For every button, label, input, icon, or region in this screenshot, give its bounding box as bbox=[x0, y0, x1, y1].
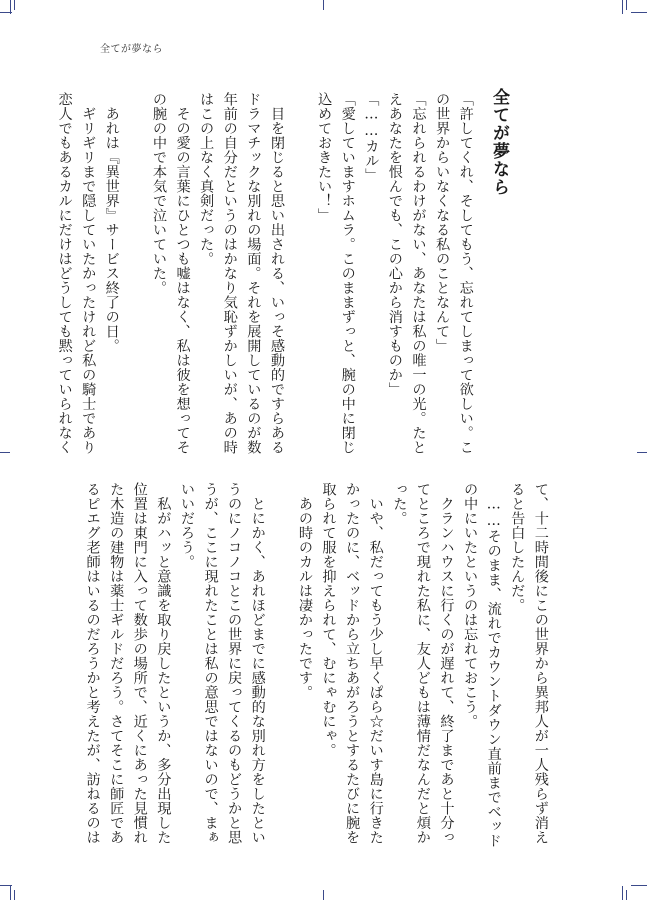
text-line: あれは『異世界』サービス終了の日。 bbox=[103, 92, 120, 353]
crop-mark bbox=[626, 890, 627, 900]
crop-mark bbox=[631, 885, 647, 886]
text-line: うが、ここに現れたことは私の意思ではないので、まぁ bbox=[202, 482, 219, 845]
text-line: クランハウスに行くのが遅れて、終了まであと十分っ bbox=[438, 482, 455, 845]
text-line: った。 bbox=[391, 482, 408, 526]
text-line bbox=[288, 92, 312, 455]
text-line: 年前の自分だというのはかなり気恥ずかしいが、あの時 bbox=[221, 92, 238, 455]
text-line: ギリギリまで隠していたかったけれど私の騎士であり bbox=[80, 92, 97, 455]
upper-text-block bbox=[52, 92, 477, 455]
text-line: 「忘れられるわけがない、あなたは私の唯一の光。たと bbox=[410, 92, 427, 455]
text-line: 目を閉じると思い出される、いっそ感動的ですらある bbox=[268, 92, 285, 455]
crop-mark bbox=[0, 12, 12, 13]
text-line: とにかく、あれほどまでに感動的な別れ方をしたとい bbox=[249, 482, 266, 845]
text-line: ドラマチックな別れの場面。それを展開しているのが数 bbox=[245, 92, 262, 455]
chapter-title: 全てが夢なら bbox=[489, 88, 509, 196]
crop-mark bbox=[0, 452, 10, 453]
lower-text-block bbox=[80, 482, 552, 848]
crop-mark bbox=[10, 886, 11, 900]
text-line: ……そのまま、流れでカウントダウン直前までベッド bbox=[485, 482, 502, 849]
text-line bbox=[269, 482, 293, 848]
text-line: 「愛していますホムラ。このままずっと、腕の中に閉じ bbox=[339, 92, 356, 455]
crop-mark bbox=[631, 12, 647, 13]
text-line: て、十二時間後にこの世界から異邦人が一人残らず消え bbox=[532, 482, 549, 845]
text-line: あの時のカルは凄かったです。 bbox=[296, 482, 313, 700]
text-line: るピエグ老師はいるのだろうかと考えたが、訪ねるのは bbox=[84, 482, 101, 845]
crop-mark bbox=[14, 0, 15, 10]
crop-mark bbox=[323, 890, 324, 900]
text-line: いや、私だってもう少し早くぱら☆だいす島に行きた bbox=[367, 482, 384, 845]
text-line: うのにノコノコとこの世界に戻ってくるのもどうかと思 bbox=[226, 482, 243, 845]
crop-mark bbox=[323, 0, 324, 10]
text-line: その愛の言葉にひとつも嘘はなく、私は彼を想ってそ bbox=[174, 92, 191, 455]
text-line: てところで現れた私に、友人どもは薄情だなんだと煩か bbox=[414, 482, 431, 845]
text-line: た木造の建物は薬士ギルドだろう。さてそこに師匠であ bbox=[108, 482, 125, 845]
text-line: 込めておきたい！」 bbox=[316, 92, 333, 223]
text-line: 「……カル」 bbox=[363, 92, 380, 183]
text-line: 「許してくれ、そしてもう、忘れてしまって欲しい。こ bbox=[457, 92, 474, 455]
running-head: 全てが夢なら bbox=[100, 44, 163, 55]
crop-mark bbox=[14, 890, 15, 900]
text-line bbox=[123, 92, 147, 455]
crop-mark bbox=[622, 0, 623, 14]
text-line: えあなたを恨んでも、この心から消すものか」 bbox=[386, 92, 403, 397]
text-line: の中にいたというのは忘れておこう。 bbox=[462, 482, 479, 729]
text-line: ると告白したんだ。 bbox=[509, 482, 526, 613]
crop-mark bbox=[622, 886, 623, 900]
text-line: 恋人でもあるカルにだけはどうしても黙っていられなく bbox=[56, 92, 73, 455]
text-line: の腕の中で本気で泣いていた。 bbox=[150, 92, 167, 295]
text-line: かったのに、ベッドから立ちあがろうとするたびに腕を bbox=[344, 482, 361, 845]
crop-mark bbox=[626, 0, 627, 10]
text-line: はこの上なく真剣だった。 bbox=[198, 92, 215, 266]
text-line: の世界からいなくなる私のことなんて」 bbox=[434, 92, 451, 353]
text-line: いいだろう。 bbox=[178, 482, 195, 569]
crop-mark bbox=[637, 452, 647, 453]
text-line: 位置は東門に入って数歩の場所で、近くにあった見慣れ bbox=[131, 482, 148, 845]
text-line: 私がハッと意識を取り戻したというか、多分出現した bbox=[155, 482, 172, 845]
text-line: 取られて服を抑えられて、むにゃむにゃ。 bbox=[320, 482, 337, 758]
